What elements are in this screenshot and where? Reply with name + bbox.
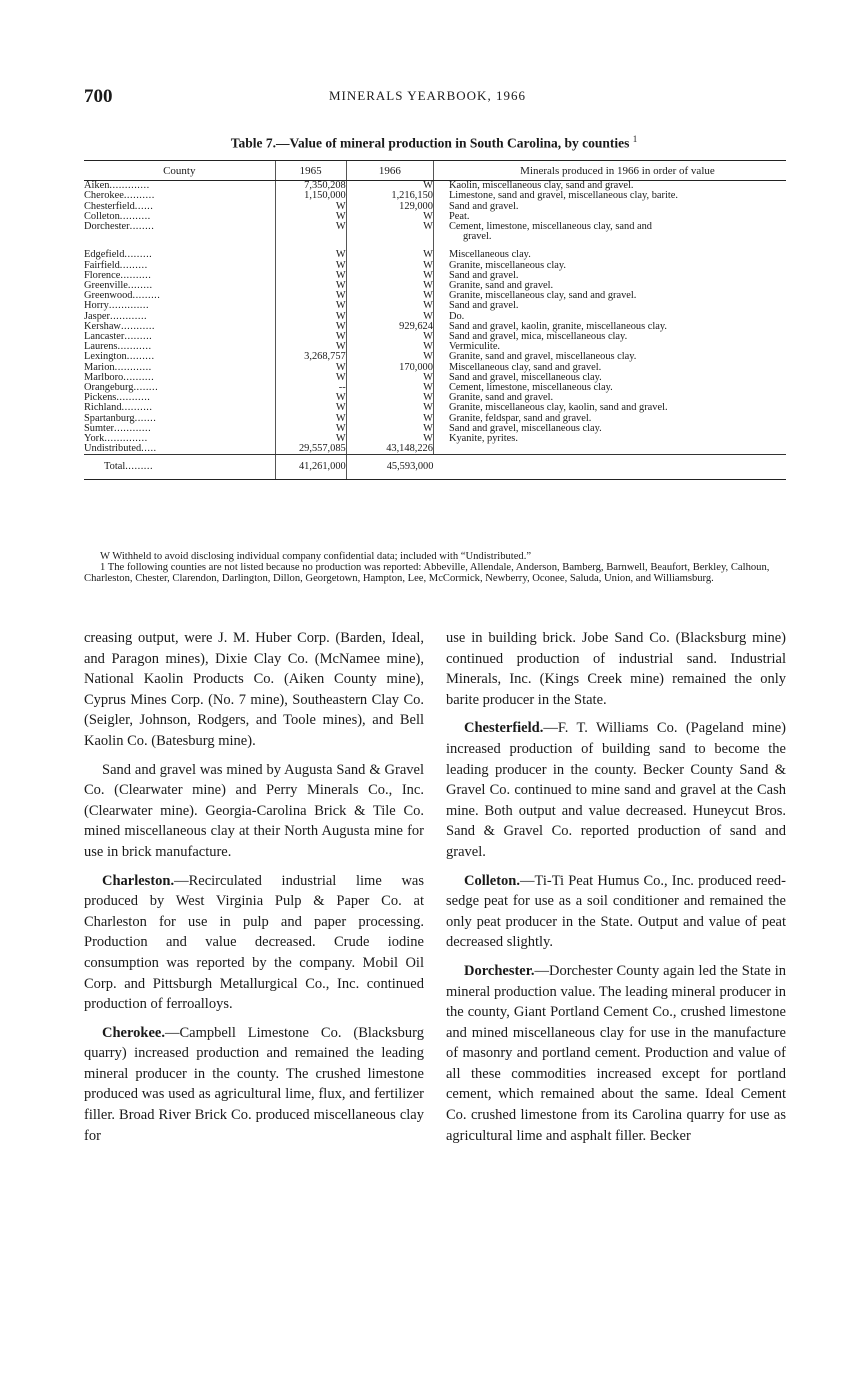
value-1966-cell: W [346,383,433,393]
header-minerals: Minerals produced in 1966 in order of value [433,161,786,181]
minerals-text: Sand and gravel. [448,300,519,312]
minerals-cell [433,434,786,444]
minerals-text: Cement, limestone, miscellaneous clay, sand and [448,221,652,233]
leader-dots: .............. [104,433,148,445]
table-row [84,202,786,212]
value-1965-cell: -- [275,383,346,393]
value-1966-cell: W [346,373,433,383]
total-1966-cell: 45,593,000 [346,455,433,479]
minerals-text: Granite, sand and gravel. [448,280,554,292]
county-name: Lexington [84,351,127,363]
value-1966-cell: W [346,403,433,413]
leader-dots: ...... [134,200,154,212]
value-1965-cell: W [275,424,346,434]
section-lead-colleton: Colleton. [464,872,520,889]
paragraph: Sand and gravel was mined by Augusta Sand & Gravel Co. (Clearwater mine) and Perry Minerals Co., Inc. (Clearwater mine). Georgia-Carolina Brick & Tile Co. mined miscellaneous clay at their North Augusta mine for use in brick manufacture. [84,761,424,860]
leader-dots: ........ [129,221,155,233]
minerals-text: Limestone, sand and gravel, miscellaneous clay, barite. [448,190,678,202]
minerals-text: Sand and gravel. [448,200,519,212]
value-1965-cell: W [275,342,346,352]
minerals-text: Cement, limestone, miscellaneous clay. [448,382,613,394]
county-name: Spartanburg [84,412,135,424]
county-cell [84,444,275,455]
county-name: Laurens [84,341,118,353]
county-name: Sumter [84,422,115,434]
table-row [84,291,786,301]
county-name: Edgefield [84,249,125,261]
table-row [84,363,786,373]
value-1966-cell: W [346,312,433,322]
table-footnotes [84,551,786,584]
text-column-right [446,628,786,1154]
value-1966-cell: 929,624 [346,322,433,332]
minerals-cell [433,444,786,455]
text-column-left [84,628,424,1154]
value-1965-cell: W [275,271,346,281]
minerals-text: Granite, miscellaneous clay, kaolin, sand and gravel. [448,402,668,414]
table-row [84,434,786,444]
paragraph-text: —Ti-Ti Peat Humus Co., Inc. produced reed-sedge peat for use as a soil conditioner and remained the only peat producer in the State. Output and value of peat decreased slightly. [446,872,786,951]
paragraph [446,871,786,953]
county-name: Orangeburg [84,382,134,394]
table-row [84,393,786,403]
minerals-text: Sand and gravel, kaolin, granite, miscellaneous clay. [448,320,667,332]
minerals-text: Sand and gravel. [448,269,519,281]
leader-dots: ........... [117,341,152,353]
paragraph: use in building brick. Jobe Sand Co. (Blacksburg mine) continued production of industrial sand. Industrial Minerals, Inc. (Kings Creek mine) remained the only barite producer in the State. [446,630,786,708]
total-row [84,455,786,479]
value-1965-cell: W [275,222,346,242]
county-cell [84,222,275,242]
leader-dots: ........ [127,280,153,292]
running-title: MINERALS YEARBOOK, 1966 [329,88,526,103]
total-label-cell [84,455,275,479]
leader-dots: ......... [132,290,161,302]
value-1965-cell: W [275,261,346,271]
county-name: Chesterfield [84,200,135,212]
minerals-text: Kaolin, miscellaneous clay, sand and gravel. [448,180,634,192]
minerals-cell [433,202,786,212]
leader-dots: ......... [124,331,153,343]
value-1965-cell: W [275,242,346,260]
minerals-text: Miscellaneous clay. [448,249,531,261]
county-name: York [84,433,105,445]
minerals-cell [433,242,786,260]
leader-dots: ............. [108,300,150,312]
leader-dots: ......... [119,259,148,271]
value-1965-cell: W [275,212,346,222]
paragraph-text: —Recirculated industrial lime was produced by West Virginia Pulp & Paper Co. at Charleston for use in pulp and paper processing. Production and value decreased. Crude iodine consumption was reported by the company. Mobil Oil Corp. and Pittsburgh Metallurgical Co., Inc. continued production of ferroalloys. [84,872,424,1013]
value-1965-cell: W [275,312,346,322]
leader-dots: ........ [133,382,159,394]
county-name: Cherokee [84,190,124,202]
table-row [84,444,786,455]
value-1965-cell: 1,150,000 [275,191,346,201]
minerals-text: Granite, sand and gravel, miscellaneous clay. [448,351,637,363]
value-1965-cell: W [275,373,346,383]
value-1966-cell: 1,216,150 [346,191,433,201]
value-1965-cell: W [275,393,346,403]
minerals-text: Kyanite, pyrites. [448,433,518,445]
table-row [84,181,786,192]
county-name: Fairfield [84,259,120,271]
county-name: Lancaster [84,331,125,343]
county-name: Colleton [84,210,120,222]
leader-dots: ........... [120,320,156,332]
total-1965-cell: 41,261,000 [275,455,346,479]
paragraph [446,961,786,1146]
paragraph [446,718,786,862]
minerals-text: Granite, feldspar, sand and gravel. [448,412,592,424]
value-1965-cell: 3,268,757 [275,352,346,362]
county-name: Undistributed [84,443,142,455]
value-1965-cell: W [275,403,346,413]
total-minerals-cell [433,455,786,479]
value-1966-cell: W [346,222,433,242]
value-1965-cell: W [275,301,346,311]
county-name: Jasper [84,310,110,322]
county-name: Greenwood [84,290,133,302]
table-row [84,383,786,393]
county-cell [84,242,275,260]
county-name: Dorchester [84,221,130,233]
table-body [84,181,786,479]
leader-dots: .......... [121,402,153,414]
paragraph [84,871,424,1015]
table-row [84,261,786,271]
header-1965: 1965 [275,161,346,181]
value-1966-cell: 129,000 [346,202,433,212]
paragraph: creasing output, were J. M. Huber Corp. (Barden, Ideal, and Paragon mines), Dixie Clay Co. (McNamee mine), National Kaolin Products Co. (Aiken County mine), Cyprus Mines Corp. (No. 7 mine), Southeastern Clay Co. (Seigler, Johnson, Rodgers, and Toole mines), and Bell Kaolin Co. (Batesburg mine). [84,630,424,749]
table-row [84,212,786,222]
paragraph-text: —F. T. Williams Co. (Pageland mine) increased production of building sand to become the leading producer in the county. Becker County Sand & Gravel Co. continued to mine sand and gravel at the Cash mine. Both output and value decreased. Huneycut Bros. Sand & Gravel Co. reported production of sand and gravel. [446,720,786,860]
minerals-text: Miscellaneous clay, sand and gravel. [448,361,602,373]
value-1965-cell: W [275,414,346,424]
county-name: Pickens [84,392,117,404]
value-1966-cell: W [346,291,433,301]
page-number: 700 [84,86,113,107]
table-row [84,414,786,424]
value-1965-cell: W [275,291,346,301]
table-row [84,301,786,311]
value-1966-cell: W [346,301,433,311]
value-1966-cell: W [346,271,433,281]
section-lead-cherokee: Cherokee. [102,1024,165,1041]
header-county: County [84,161,275,181]
table-row [84,322,786,332]
leader-dots: ............ [114,361,152,373]
paragraph [84,1023,424,1147]
leader-dots: .......... [123,190,155,202]
footnote-withheld: W Withheld to avoid disclosing individual company confidential data; included with “Undistributed.” [100,551,532,562]
county-name: Horry [84,300,109,312]
paragraph-text: —Campbell Limestone Co. (Blacksburg quarry) increased production and remained the leading mineral producer in the county. The crushed limestone produced was used as agricultural lime, flux, and fertilizer filler. Broad River Brick Co. produced miscellaneous clay for [84,1024,424,1144]
county-name: Aiken [84,180,110,192]
table-row [84,342,786,352]
section-lead-dorchester: Dorchester. [464,962,535,979]
table-title [84,134,784,152]
value-1965-cell: W [275,202,346,212]
table-title-text: Table 7.—Value of mineral production in South Carolina, by counties [230,135,630,151]
leader-dots: .......... [120,269,152,281]
value-1966-cell: W [346,434,433,444]
value-1966-cell: W [346,342,433,352]
value-1965-cell: W [275,363,346,373]
value-1966-cell: W [346,261,433,271]
minerals-text: Sand and gravel, miscellaneous clay. [448,371,602,383]
value-1966-cell: W [346,393,433,403]
value-1966-cell: 170,000 [346,363,433,373]
county-name: Richland [84,402,122,414]
minerals-cell [433,301,786,311]
value-1966-cell: W [346,352,433,362]
minerals-text: Granite, miscellaneous clay, sand and gravel. [448,290,637,302]
table-row [84,373,786,383]
header-1966: 1966 [346,161,433,181]
minerals-text: Vermiculite. [448,341,501,353]
value-1966-cell: W [346,181,433,192]
value-1966-cell: W [346,281,433,291]
footnote-1: 1 The following counties are not listed because no production was reported: Abbeville, Allendale, Anderson, Bamberg, Barnwell, Beaufort, Berkley, Calhoun, Charleston, Chester, Clarendon, Darlington, Dillon, Georgetown, Hampton, Lee, McCormick, Newberry, Oconee, Saluda, Union, and Williamsburg. [84,562,770,584]
paragraph-text: —Dorchester County again led the State in mineral production value. The leading mineral producer in the county, Giant Portland Cement Co., crushed limestone and mined miscellaneous clay for use in the manufacture of masonry and portland cement. Production and value of all these commodities increased except for portland cement, which remained about the same. Ideal Cement Co. crushed limestone from its Carolina quarry for use as agricultural lime and asphalt filler. Becker [446,962,786,1144]
table-row [84,242,786,260]
total-label: Total [104,461,126,473]
leader-dots: ........... [116,392,151,404]
value-1966-cell: 43,148,226 [346,444,433,455]
table-row [84,271,786,281]
value-1966-cell: W [346,424,433,434]
table-row [84,222,786,242]
leader-dots: .......... [119,210,151,222]
table-header-row [84,161,786,181]
table-row [84,332,786,342]
minerals-text: Granite, sand and gravel. [448,392,554,404]
value-1965-cell: W [275,322,346,332]
value-1965-cell: 29,557,085 [275,444,346,455]
page-header [84,86,784,106]
leader-dots: .......... [123,371,155,383]
table-row [84,191,786,201]
minerals-text: Sand and gravel, mica, miscellaneous clay. [448,331,628,343]
leader-dots: ............. [109,180,150,192]
leader-dots: ..... [141,443,157,455]
value-1966-cell: W [346,242,433,260]
county-name: Greenville [84,280,128,292]
county-name: Kershaw [84,320,121,332]
value-1965-cell: W [275,434,346,444]
value-1966-cell: W [346,414,433,424]
value-1966-cell: W [346,212,433,222]
table-row [84,424,786,434]
table-row [84,403,786,413]
minerals-text: Do. [448,310,465,322]
table-title-footnote-marker: 1 [632,134,638,144]
leader-dots: ......... [126,351,155,363]
table-row [84,281,786,291]
table-row [84,352,786,362]
value-1965-cell: W [275,281,346,291]
value-1966-cell: W [346,332,433,342]
leader-dots: ............ [109,310,148,322]
minerals-cell [433,222,786,242]
leader-dots: ............ [114,422,152,434]
mineral-production-table [84,160,786,480]
value-1965-cell: 7,350,208 [275,181,346,192]
leader-dots: ....... [134,412,157,424]
county-name: Marlboro [84,371,124,383]
minerals-text: Granite, miscellaneous clay. [448,259,566,271]
minerals-text: Sand and gravel, miscellaneous clay. [448,422,602,434]
minerals-text-continued: gravel. [462,231,492,243]
county-name: Florence [84,269,121,281]
leader-dots: ......... [124,249,153,261]
section-lead-charleston: Charleston. [102,872,175,889]
leader-dots: ......... [125,461,154,473]
county-name: Marion [84,361,115,373]
section-lead-chesterfield: Chesterfield. [464,720,544,737]
minerals-text: Peat. [448,210,470,222]
table-row [84,312,786,322]
value-1965-cell: W [275,332,346,342]
